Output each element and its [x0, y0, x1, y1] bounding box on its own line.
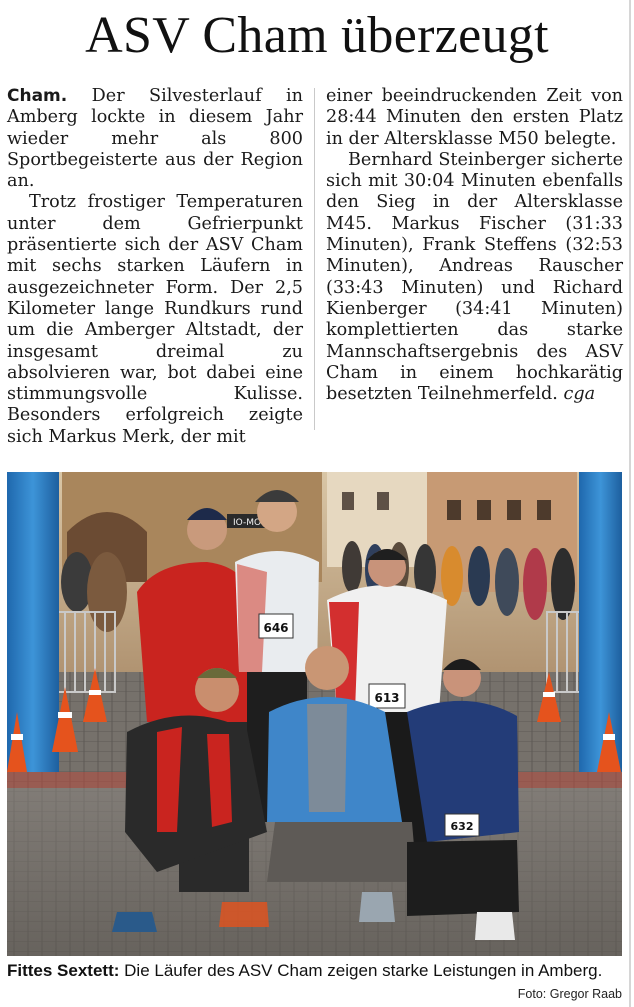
finish-arch-right: [579, 472, 622, 772]
paragraph-body-2-text: Bernhard Steinberger sicherte sich mit 30:04 Minuten ebenfalls den Sieg in der Altersklasse M45. Markus Fischer (31:33 Minuten), Frank Steffens (32:53 Minuten), Andreas Rauscher (33:43 Minuten) und Richard Kienberger (34:41 Minuten) komplettierten das starke Mannschaftsergebnis des ASV Cham in einem hochkarätig besetzten Teilnehmerfeld.: [326, 149, 623, 405]
caption-lead: Fittes Sextett:: [7, 961, 120, 980]
paragraph-continuation: einer beeindruckenden Zeit von 28:44 Minuten den ersten Platz in der Altersklasse M50 belegte.: [326, 86, 623, 149]
author-initials: cga: [563, 384, 596, 405]
team-photo-illustration: [7, 472, 622, 956]
article-column-left: [7, 86, 303, 448]
caption-text: Die Läufer des ASV Cham zeigen starke Leistungen in Amberg.: [119, 961, 603, 980]
bib-646: 646: [263, 621, 289, 635]
column-divider: [314, 88, 315, 430]
photo-credit: Foto: Gregor Raab: [517, 987, 622, 1001]
paragraph-intro: [7, 86, 303, 192]
paragraph-body-2: [326, 150, 623, 406]
bib-632: 632: [450, 820, 474, 833]
paragraph-intro-text: Der Silvesterlauf in Amberg lockte in diesem Jahr wieder mehr als 800 Sportbegeisterte aus der Region an.: [7, 86, 303, 192]
paragraph-body-1: Trotz frostiger Temperaturen unter dem Gefrierpunkt präsentierte sich der ASV Cham mit sechs starken Läufern in ausgezeichneter Form. Der 2,5 Kilometer lange Rundkurs rund um die Amberger Altstadt, der insgesamt dreimal zu absolvieren war, bot dabei eine stimmungsvolle Kulisse. Besonders erfolgreich zeigte sich Markus Merk, der mit: [7, 192, 303, 447]
dateline: Cham.: [7, 86, 68, 106]
team-photo: [7, 472, 622, 956]
bib-613: 613: [374, 691, 400, 705]
article-column-right: [326, 86, 623, 405]
shop-sign-text: IO-MO: [232, 518, 262, 528]
article-headline: ASV Cham überzeugt: [85, 7, 549, 64]
photo-caption: [7, 960, 627, 981]
page-edge: [629, 0, 631, 1007]
